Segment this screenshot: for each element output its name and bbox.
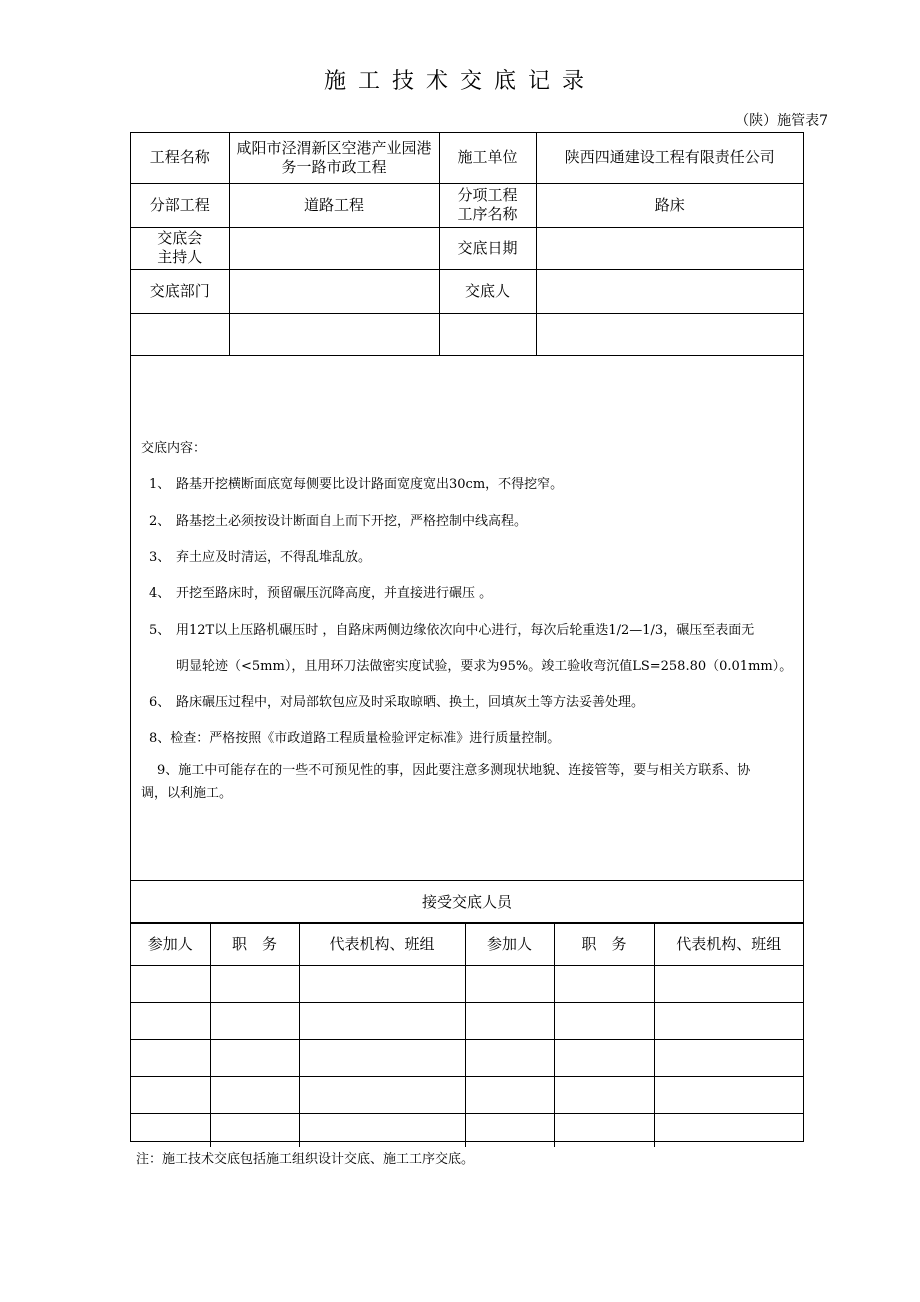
col-position: 职 务 bbox=[554, 923, 654, 965]
project-name-value: 咸阳市泾渭新区空港产业园港务一路市政工程 bbox=[229, 133, 439, 183]
dept-value bbox=[229, 269, 439, 313]
table-cell bbox=[465, 1039, 554, 1076]
dept-label: 交底部门 bbox=[131, 269, 229, 313]
subitem-label-text: 分项工程工序名称 bbox=[457, 186, 518, 223]
subitem-label bbox=[439, 183, 536, 227]
blank-cell bbox=[131, 313, 229, 355]
blank-cell bbox=[439, 313, 536, 355]
table-row bbox=[131, 1002, 803, 1039]
contractor-label: 施工单位 bbox=[439, 133, 536, 183]
contractor-value: 陕西四通建设工程有限责任公司 bbox=[536, 133, 803, 183]
table-cell bbox=[654, 1113, 803, 1147]
header-table bbox=[131, 133, 803, 356]
table-cell bbox=[210, 965, 299, 1002]
col-participant: 参加人 bbox=[131, 923, 210, 965]
item-text: 8、检查：严格按照《市政道路工程质量检验评定标准》进行质量控制。 bbox=[149, 730, 561, 746]
content-item bbox=[149, 549, 793, 567]
blank-cell bbox=[536, 313, 803, 355]
content-item bbox=[149, 730, 793, 748]
item-text: 开挖至路床时，预留碾压沉降高度，并直接进行碾压 。 bbox=[176, 585, 493, 601]
receivers-title: 接受交底人员 bbox=[131, 881, 803, 923]
table-cell bbox=[131, 1039, 210, 1076]
record-form bbox=[130, 132, 804, 1142]
table-cell bbox=[654, 965, 803, 1002]
table-cell bbox=[465, 965, 554, 1002]
table-cell bbox=[654, 1002, 803, 1039]
table-cell bbox=[210, 1039, 299, 1076]
table-cell bbox=[654, 1076, 803, 1113]
col-participant: 参加人 bbox=[465, 923, 554, 965]
table-cell bbox=[554, 1113, 654, 1147]
form-code: （陕）施管表7 bbox=[735, 113, 828, 129]
table-cell bbox=[131, 965, 210, 1002]
item-text: 弃土应及时清运，不得乱堆乱放。 bbox=[176, 549, 372, 565]
table-cell bbox=[299, 1002, 465, 1039]
table-row bbox=[131, 965, 803, 1002]
table-cell bbox=[210, 1076, 299, 1113]
content-item-continuation bbox=[141, 785, 793, 803]
division-label: 分部工程 bbox=[131, 183, 229, 227]
project-name-label: 工程名称 bbox=[131, 133, 229, 183]
person-value bbox=[536, 269, 803, 313]
table-cell bbox=[554, 1002, 654, 1039]
host-label bbox=[131, 227, 229, 269]
host-value bbox=[229, 227, 439, 269]
item-number: 5、 bbox=[149, 622, 171, 638]
date-label: 交底日期 bbox=[439, 227, 536, 269]
table-row bbox=[131, 1113, 803, 1147]
item-number: 2、 bbox=[149, 513, 171, 529]
blank-cell bbox=[229, 313, 439, 355]
table-cell bbox=[654, 1039, 803, 1076]
col-org: 代表机构、班组 bbox=[654, 923, 803, 965]
col-org: 代表机构、班组 bbox=[299, 923, 465, 965]
table-cell bbox=[131, 1113, 210, 1147]
table-cell bbox=[131, 1002, 210, 1039]
table-cell bbox=[465, 1002, 554, 1039]
division-value: 道路工程 bbox=[229, 183, 439, 227]
table-cell bbox=[210, 1002, 299, 1039]
table-cell bbox=[131, 1076, 210, 1113]
table-row bbox=[131, 1076, 803, 1113]
table-cell bbox=[299, 965, 465, 1002]
table-cell bbox=[554, 1076, 654, 1113]
receivers-table bbox=[131, 923, 803, 1148]
col-position: 职 务 bbox=[210, 923, 299, 965]
page-title: 施工技术交底记录 bbox=[323, 69, 596, 94]
table-cell bbox=[554, 1039, 654, 1076]
table-row bbox=[131, 1039, 803, 1076]
item-number: 4、 bbox=[149, 585, 171, 601]
item-text: 明显轮迹（<5mm），且用环刀法做密实度试验，要求为95%。竣工验收弯沉值LS=258.80（0.01mm）。 bbox=[176, 658, 793, 674]
content-item bbox=[149, 476, 793, 494]
table-cell bbox=[210, 1113, 299, 1147]
content-item bbox=[149, 622, 793, 640]
footnote: 注：施工技术交底包括施工组织设计交底、施工工序交底。 bbox=[136, 1152, 475, 1167]
item-text: 用12T以上压路机碾压时 ，自路床两侧边缘依次向中心进行，每次后轮重迭1/2—1/3，碾压至表面无 bbox=[176, 622, 755, 638]
content-section bbox=[131, 356, 803, 881]
table-cell bbox=[299, 1076, 465, 1113]
table-cell bbox=[299, 1113, 465, 1147]
table-cell bbox=[554, 965, 654, 1002]
content-label: 交底内容： bbox=[141, 440, 207, 456]
content-item bbox=[157, 762, 793, 780]
item-text: 路基挖土必须按设计断面自上而下开挖，严格控制中线高程。 bbox=[176, 513, 528, 529]
item-text: 9、施工中可能存在的一些不可预见性的事，因此要注意多测现状地貌、连接管等，要与相关方联系、协 bbox=[157, 762, 751, 778]
date-value bbox=[536, 227, 803, 269]
item-number: 3、 bbox=[149, 549, 171, 565]
table-cell bbox=[465, 1076, 554, 1113]
item-number: 6、 bbox=[149, 694, 171, 710]
item-text: 路床碾压过程中，对局部软包应及时采取晾晒、换土，回填灰土等方法妥善处理。 bbox=[176, 694, 645, 710]
content-item bbox=[149, 513, 793, 531]
item-text: 路基开挖横断面底宽每侧要比设计路面宽度宽出30cm，不得挖窄。 bbox=[176, 476, 564, 492]
item-text: 调，以利施工。 bbox=[141, 785, 233, 801]
table-cell bbox=[299, 1039, 465, 1076]
content-item bbox=[149, 694, 793, 712]
content-item bbox=[149, 585, 793, 603]
subitem-value: 路床 bbox=[536, 183, 803, 227]
person-label: 交底人 bbox=[439, 269, 536, 313]
table-cell bbox=[465, 1113, 554, 1147]
item-number: 1、 bbox=[149, 476, 171, 492]
host-label-text: 交底会主持人 bbox=[157, 229, 203, 266]
content-item-continuation bbox=[176, 658, 793, 676]
